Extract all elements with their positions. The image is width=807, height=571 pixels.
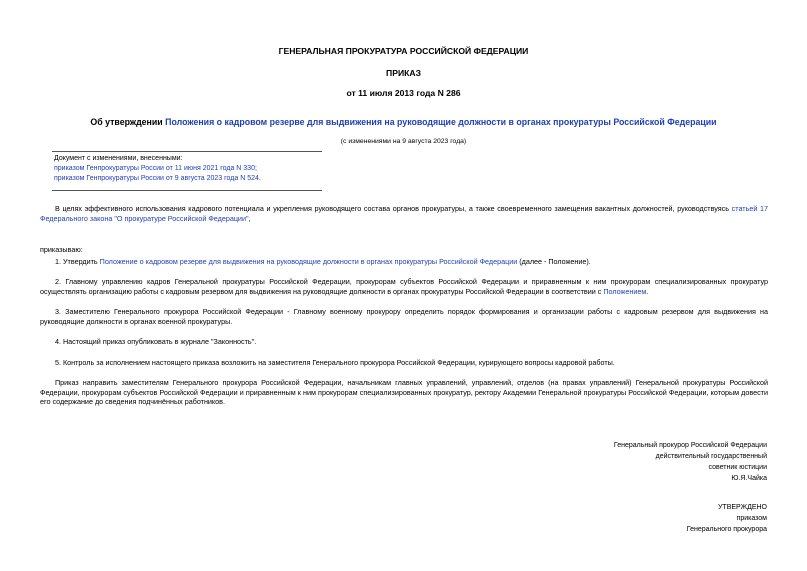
item-1 [40, 257, 768, 267]
revision-note: (с изменениями на 9 августа 2023 года) [340, 138, 467, 145]
preamble-tail: , [248, 213, 251, 223]
divider-bottom [52, 190, 322, 191]
date-number-heading: от 11 июля 2013 года N 286 [346, 88, 461, 98]
title-link[interactable]: Положения о кадровом резерве для выдвижения на руководящие должности в органах прокуратуры Российской Федерации [165, 117, 717, 127]
org-heading: ГЕНЕРАЛЬНАЯ ПРОКУРАТУРА РОССИЙСКОЙ ФЕДЕРАЦИИ [278, 46, 529, 56]
item-2 [40, 277, 768, 296]
preamble [40, 204, 768, 223]
item-1-pre: 1. Утвердить [55, 257, 100, 266]
item-3: 3. Заместителю Генерального прокурора Российской Федерации - Главному военному прокурору определить порядок формирования и организации работы с кадровым резервом для выдвижения на руководящие должности в органах военной прокуратуры. [40, 307, 768, 326]
item-2-pre: 2. Главному управлению кадров Генеральной прокуратуры Российской Федерации, прокурорам субъектов Российской Федерации и приравненным к ним прокурорам специализированных прокуратур осуществлять организацию работы с кадровым резервом для выдвижения на руководящие должности в органах прокуратуры Российской Федерации в соответствии с [40, 277, 768, 296]
document-title [0, 117, 807, 129]
item-2-post: . [646, 286, 649, 296]
preamble-text: В целях эффективного использования кадрового потенциала и укрепления руководящего состава органов прокуратуры, а также своевременного замещения вакантных должностей, руководствуясь [55, 204, 732, 213]
signature-line-2: действительный государственный [655, 452, 767, 460]
signature-line-3: советник юстиции [708, 463, 767, 471]
order-word: приказываю: [40, 245, 83, 254]
item-4: 4. Настоящий приказ опубликовать в журнале "Законность". [55, 337, 257, 346]
signature-block [527, 441, 767, 484]
approved-line-3: Генерального прокурора [686, 525, 767, 533]
article-17-link[interactable]: статьей 17 [731, 204, 769, 213]
changes-intro: Документ с изменениями, внесенными: [54, 155, 183, 162]
changes-block [54, 154, 354, 184]
federal-law-link[interactable]: Федерального закона "О прокуратуре Российской Федерации" [40, 213, 249, 223]
approved-line-2: приказом [736, 514, 767, 522]
item-6: Приказ направить заместителям Генерального прокурора Российской Федерации, начальникам главных управлений, управлений, отделов (на правах управлений) Генеральной прокуратуры Российской Федерации, прокурорам субъектов Российской Федерации и приравненным к ним прокурорам специализированных прокуратур, ректору Академии Генеральной прокуратуры Российской Федерации, которым довести его содержание до сведения подчинённых работников. [40, 378, 768, 407]
signature-line-4: Ю.Я.Чайка [731, 474, 767, 482]
change-link-2[interactable]: приказом Генпрокуратуры России от 9 августа 2023 года N 524. [54, 175, 261, 183]
doc-type-heading: ПРИКАЗ [386, 68, 421, 78]
title-prefix: Об утверждении [90, 117, 166, 127]
divider-top [52, 151, 322, 152]
change-link-1[interactable]: приказом Генпрокуратуры России от 11 июня 2021 года N 330; [54, 165, 257, 173]
regulation-link-2[interactable]: Положением [603, 286, 647, 296]
approved-line-1: УТВЕРЖДЕНО [717, 504, 767, 511]
regulation-link[interactable]: Положение о кадровом резерве для выдвижения на руководящие должности в органах прокуратуры Российской Федерации [99, 257, 518, 266]
item-5: 5. Контроль за исполнением настоящего приказа возложить на заместителя Генерального прокурора Российской Федерации, курирующего вопросы кадровой работы. [55, 358, 615, 367]
signature-line-1: Генеральный прокурор Российской Федерации [613, 442, 767, 449]
item-1-post: (далее - Положение). [517, 257, 591, 266]
approved-block [527, 503, 767, 536]
